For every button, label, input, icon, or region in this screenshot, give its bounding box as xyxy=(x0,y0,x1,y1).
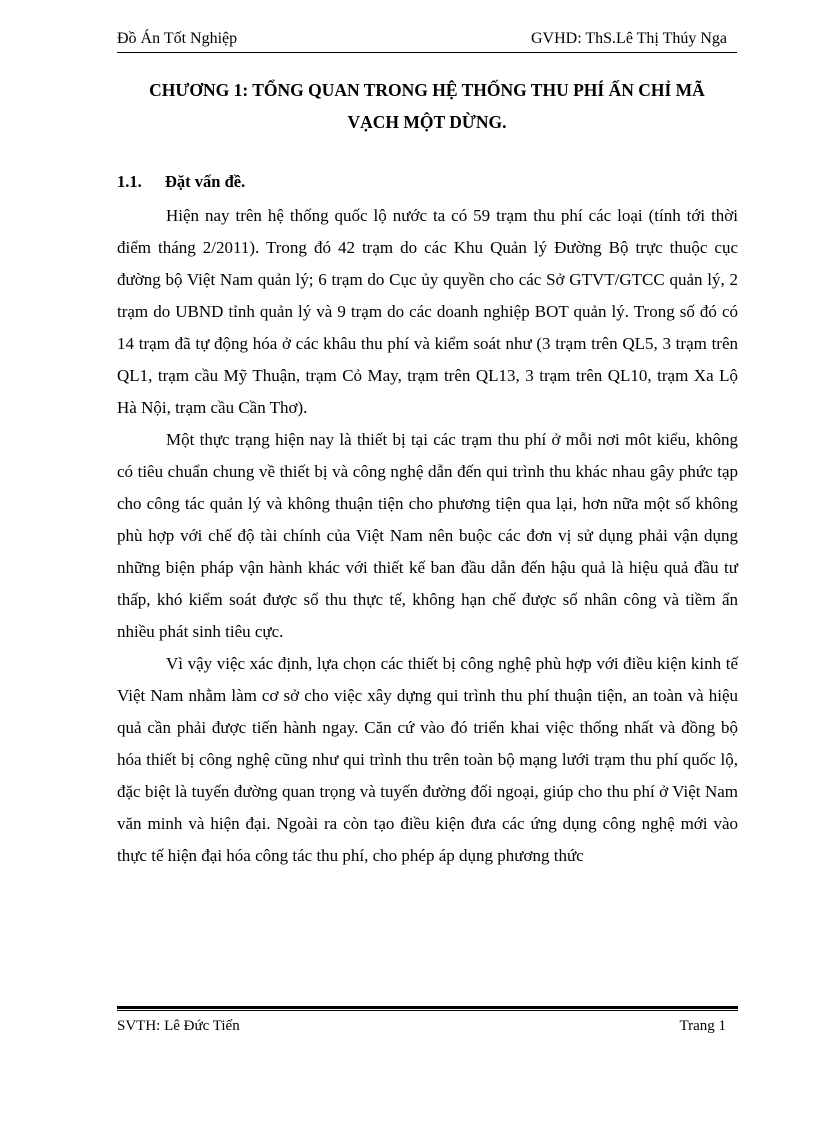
footer-divider xyxy=(117,1006,738,1011)
footer-student: SVTH: Lê Đức Tiến xyxy=(117,1018,240,1034)
section-number: 1.1. xyxy=(117,172,142,191)
paragraph: Một thực trạng hiện nay là thiết bị tại các trạm thu phí ở mỗi nơi môt kiểu, không có tiêu chuẩn chung về thiết bị và công nghệ dẫn đến qui trình thu khác nhau gây phức tạp cho công tác quản lý và không thuận tiện cho phương tiện qua lại, hơn nữa một số không phù hợp với chế độ tài chính của Việt Nam nên buộc các đơn vị sử dụng phải vận dụng những biện pháp vận hành khác với thiết kế ban đầu dẫn đến hậu quả là hiệu quả đầu tư thấp, khó kiểm soát được số thu thực tế, không hạn chế được số nhân công và tiềm ẩn nhiều phát sinh tiêu cực. xyxy=(117,430,738,641)
section-heading xyxy=(117,172,245,192)
section-title: Đặt vấn đề. xyxy=(165,172,246,191)
page-header xyxy=(117,26,737,53)
chapter-title xyxy=(117,74,737,138)
page-number: Trang 1 xyxy=(679,1018,726,1034)
header-document-type: Đồ Án Tốt Nghiệp xyxy=(117,30,238,47)
body-text xyxy=(117,200,738,872)
chapter-title-line-1: CHƯƠNG 1: TỔNG QUAN TRONG HỆ THỐNG THU PHÍ ẤN CHỈ MÃ xyxy=(149,80,705,100)
chapter-title-line-2: VẠCH MỘT DỪNG. xyxy=(347,112,507,132)
paragraph: Vì vậy việc xác định, lựa chọn các thiết bị công nghệ phù hợp với điều kiện kinh tế Việt Nam nhằm làm cơ sở cho việc xây dựng qui trình thu phí thuận tiện, an toàn và hiệu quả cần phải được tiến hành ngay. Căn cứ vào đó triển khai việc thống nhất và đồng bộ hóa thiết bị công nghệ cũng như qui trình thu trên toàn bộ mạng lưới trạm thu phí quốc lộ, đặc biệt là tuyến đường quan trọng và tuyến đường đối ngoại, giúp cho thu phí ở Việt Nam văn minh và hiện đại. Ngoài ra còn tạo điều kiện đưa các ứng dụng công nghệ mới vào thực tế hiện đại hóa công tác thu phí, cho phép áp dụng phương thức xyxy=(117,654,738,865)
header-advisor: GVHD: ThS.Lê Thị Thúy Nga xyxy=(531,30,727,47)
paragraph: Hiện nay trên hệ thống quốc lộ nước ta có 59 trạm thu phí các loại (tính tới thời điểm tháng 2/2011). Trong đó 42 trạm do các Khu Quản lý Đường Bộ trực thuộc cục đường bộ Việt Nam quản lý; 6 trạm do Cục ủy quyền cho các Sở GTVT/GTCC quản lý, 2 trạm do UBND tỉnh quản lý và 9 trạm do các doanh nghiệp BOT quản lý. Trong số đó có 14 trạm đã tự động hóa ở các khâu thu phí và kiểm soát như (3 trạm trên QL5, 3 trạm trên QL1, trạm cầu Mỹ Thuận, trạm Cỏ May, trạm trên QL13, 3 trạm trên QL10, trạm Xa Lộ Hà Nội, trạm cầu Cần Thơ). xyxy=(117,206,738,417)
